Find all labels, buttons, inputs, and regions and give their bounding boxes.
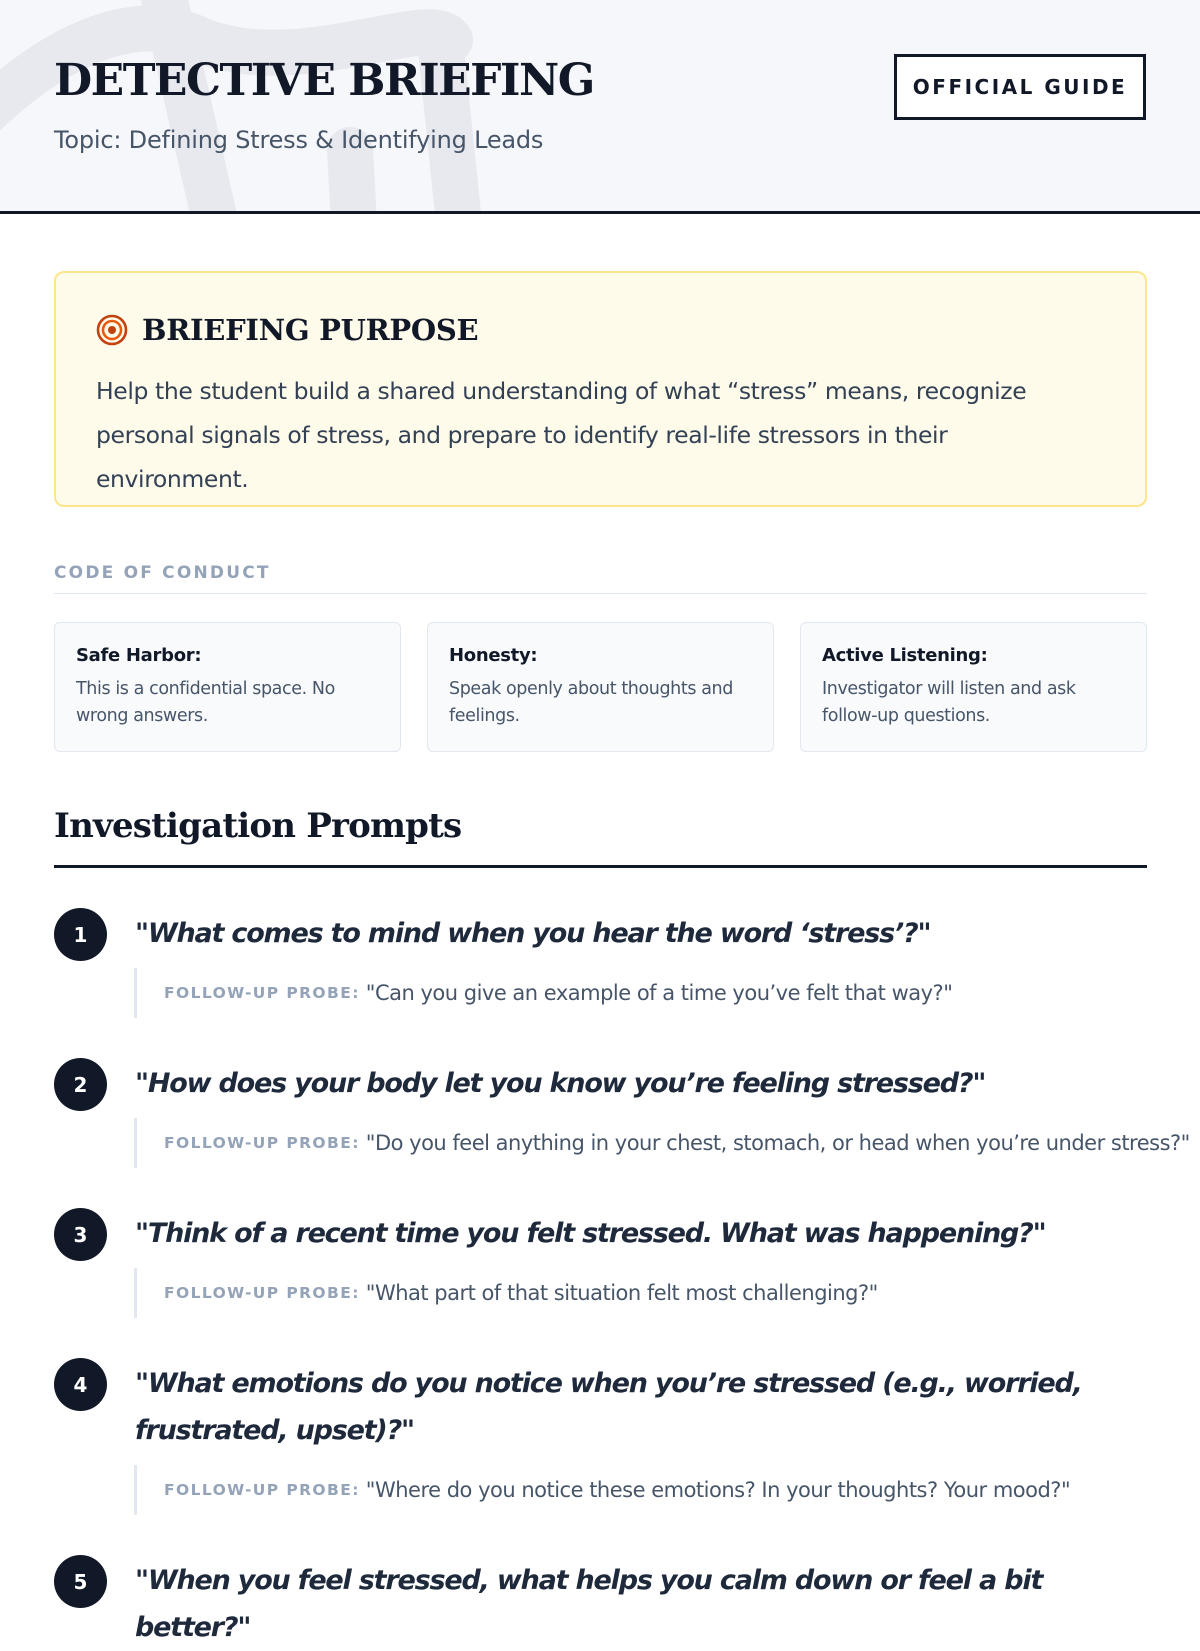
purpose-header (96, 313, 1105, 347)
prompt-item (54, 1208, 1164, 1318)
conduct-card-title: Active Listening: (822, 645, 988, 666)
purpose-description: Help the student build a shared understanding of what “stress” means, recognize personal signals of stress, and prepare to identify real-life stressors in their environment. (96, 377, 1027, 493)
prompt-question: "What emotions do you notice when you’re stressed (e.g., worried, frustrated, upset)?" (135, 1368, 1082, 1446)
probe-label: FOLLOW-UP PROBE: (164, 1134, 360, 1152)
probe-text: "What part of that situation felt most challenging?" (365, 1281, 878, 1305)
follow-up-probe (134, 968, 1164, 1018)
follow-up-probe (134, 1268, 1164, 1318)
investigation-prompts-heading: Investigation Prompts (54, 806, 462, 846)
briefing-purpose-card (54, 271, 1147, 507)
target-icon (96, 314, 128, 346)
prompt-number-badge: 2 (54, 1058, 107, 1111)
prompt-number-badge: 1 (54, 908, 107, 961)
code-of-conduct-label: CODE OF CONDUCT (54, 563, 271, 583)
briefing-header (0, 0, 1200, 214)
purpose-title: BRIEFING PURPOSE (142, 313, 479, 347)
conduct-card-title: Honesty: (449, 645, 538, 666)
prompt-question: "When you feel stressed, what helps you calm down or feel a bit better?" (135, 1565, 1043, 1643)
official-guide-badge: OFFICIAL GUIDE (894, 54, 1146, 120)
follow-up-probe (134, 1118, 1190, 1168)
prompt-number-badge: 3 (54, 1208, 107, 1261)
prompt-question: "Think of a recent time you felt stressed. What was happening?" (135, 1218, 1046, 1249)
probe-text: "Can you give an example of a time you’ve felt that way?" (365, 981, 953, 1005)
heading-divider (54, 865, 1147, 868)
conduct-card-body: This is a confidential space. No wrong answers. (76, 679, 335, 726)
conduct-card-body: Speak openly about thoughts and feelings. (449, 679, 733, 726)
prompt-number-badge: 4 (54, 1358, 107, 1411)
conduct-card-title: Safe Harbor: (76, 645, 202, 666)
probe-label: FOLLOW-UP PROBE: (164, 984, 360, 1002)
conduct-card-honesty (427, 622, 774, 752)
conduct-card-body: Investigator will listen and ask follow-up questions. (822, 679, 1076, 726)
prompt-question: "How does your body let you know you’re feeling stressed?" (135, 1068, 986, 1099)
section-divider (54, 593, 1147, 594)
prompt-number-badge: 5 (54, 1555, 107, 1608)
prompt-item (54, 1058, 1190, 1168)
prompt-item (54, 1358, 1164, 1515)
conduct-card-safe-harbor (54, 622, 401, 752)
conduct-card-active-listening (800, 622, 1147, 752)
page-subtitle: Topic: Defining Stress & Identifying Leads (54, 126, 544, 154)
page-title: DETECTIVE BRIEFING (54, 55, 594, 106)
probe-text: "Where do you notice these emotions? In your thoughts? Your mood?" (365, 1478, 1071, 1502)
follow-up-probe (134, 1465, 1164, 1515)
probe-text: "Do you feel anything in your chest, stomach, or head when you’re under stress?" (365, 1131, 1190, 1155)
prompt-item (54, 1555, 1164, 1649)
prompt-question: "What comes to mind when you hear the word ‘stress’?" (135, 918, 931, 949)
probe-label: FOLLOW-UP PROBE: (164, 1284, 360, 1302)
prompt-item (54, 908, 1164, 1018)
probe-label: FOLLOW-UP PROBE: (164, 1481, 360, 1499)
fingerprint-watermark-icon (0, 0, 520, 214)
